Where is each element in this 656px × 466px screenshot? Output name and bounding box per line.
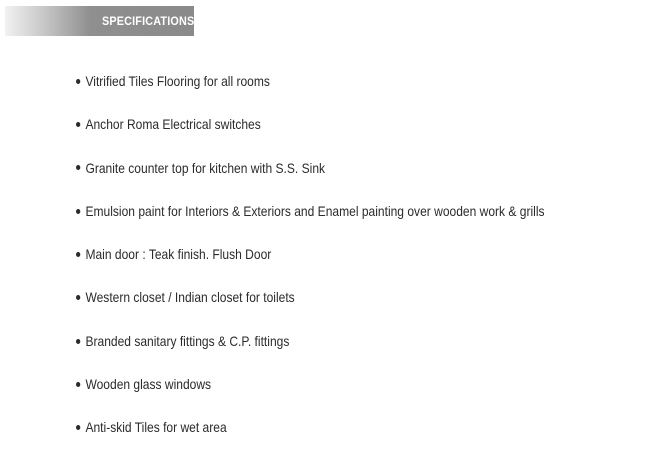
bullet-dot-icon	[76, 252, 80, 257]
specification-list	[76, 70, 621, 460]
spec-text: Vitrified Tiles Flooring for all rooms	[85, 73, 270, 89]
bullet-dot-icon	[76, 425, 80, 430]
bullet-dot-icon	[76, 209, 80, 214]
bullet-dot-icon	[76, 339, 80, 344]
list-item	[76, 373, 545, 416]
list-item	[76, 243, 545, 286]
section-title: SPECIFICATIONS	[102, 14, 195, 28]
spec-text: Granite counter top for kitchen with S.S. Sink	[85, 159, 326, 176]
list-item	[76, 286, 545, 329]
spec-text: Main door : Teak finish. Flush Door	[85, 246, 272, 263]
spec-text: Branded sanitary fittings & C.P. fittings	[85, 332, 290, 349]
spec-text: Anti-skid Tiles for wet area	[85, 419, 227, 436]
spec-text: Emulsion paint for Interiors & Exteriors and Enamel painting over wooden work & grills	[85, 202, 545, 219]
spec-text: Anchor Roma Electrical switches	[85, 116, 261, 133]
bullet-dot-icon	[76, 295, 80, 300]
bullet-dot-icon	[76, 165, 80, 170]
list-item	[76, 70, 545, 113]
section-header	[5, 6, 194, 36]
list-item	[76, 113, 545, 156]
list-item	[76, 200, 545, 243]
bullet-dot-icon	[76, 79, 80, 84]
bullet-dot-icon	[76, 122, 80, 127]
spec-text: Wooden glass windows	[85, 376, 212, 393]
spec-text: Western closet / Indian closet for toilets	[85, 289, 295, 306]
list-item	[76, 416, 545, 459]
list-item	[76, 157, 545, 200]
bullet-dot-icon	[76, 382, 80, 387]
list-item	[76, 330, 545, 373]
